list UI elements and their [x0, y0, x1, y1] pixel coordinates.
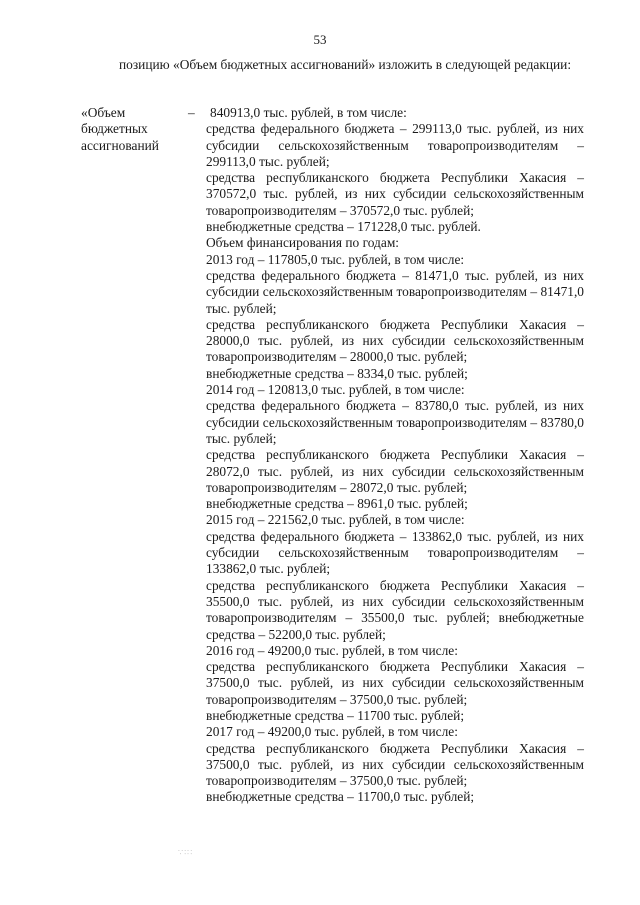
paragraph: 2013 год – 117805,0 тыс. рублей, в том числе: — [206, 251, 465, 267]
paragraph: средства республиканского бюджета Республики Хакасия – 35500,0 тыс. рублей, из них субсидии сельскохозяйственным товаропроизводителям – 35500,0 тыс. рублей; внебюджетные средства – 52200,0 тыс. рублей; — [206, 577, 584, 642]
paragraph: внебюджетные средства – 11700,0 тыс. рублей; — [206, 789, 475, 805]
paragraph: средства республиканского бюджета Республики Хакасия – 28072,0 тыс. рублей, из них субсидии сельскохозяйственным товаропроизводителям – 28072,0 тыс. рублей; — [206, 447, 584, 495]
paragraph: средства республиканского бюджета Республики Хакасия – 370572,0 тыс. рублей, из них субсидии сельскохозяйственным товаропроизводителям – 370572,0 тыс. рублей; — [206, 170, 584, 218]
paragraph: внебюджетные средства – 8334,0 тыс. рублей; — [206, 365, 468, 381]
faint-stamp-mark: ∵∶∷ — [178, 848, 194, 857]
paragraph: средства федерального бюджета – 299113,0 тыс. рублей, из них субсидии сельскохозяйственным товаропроизводителям – 299113,0 тыс. рублей; — [206, 121, 584, 169]
paragraph: 2016 год – 49200,0 тыс. рублей, в том числе: — [206, 642, 458, 658]
paragraph: внебюджетные средства – 8961,0 тыс. рублей; — [206, 496, 468, 512]
paragraph: средства республиканского бюджета Республики Хакасия – 37500,0 тыс. рублей, из них субсидии сельскохозяйственным товаропроизводителям – 37500,0 тыс. рублей; — [206, 659, 584, 707]
paragraph: средства республиканского бюджета Республики Хакасия – 37500,0 тыс. рублей, из них субсидии сельскохозяйственным товаропроизводителям – 37500,0 тыс. рублей; — [206, 740, 584, 789]
label-dash: – — [188, 105, 195, 120]
intro-paragraph: позицию «Объем бюджетных ассигнований» изложить в следующей редакции: — [119, 57, 572, 72]
paragraph: средства федерального бюджета – 81471,0 тыс. рублей, из них субсидии сельскохозяйственным товаропроизводителям – 81471,0 тыс. рублей; — [206, 267, 584, 316]
paragraph: 2015 год – 221562,0 тыс. рублей, в том числе: — [206, 512, 465, 528]
funding-body — [206, 105, 584, 806]
paragraph: Объем финансирования по годам: — [206, 235, 400, 251]
paragraph: 2014 год – 120813,0 тыс. рублей, в том числе: — [206, 382, 465, 398]
paragraph: внебюджетные средства – 11700 тыс. рублей; — [206, 707, 465, 723]
paragraph: 840913,0 тыс. рублей, в том числе: — [210, 105, 407, 120]
paragraph: средства федерального бюджета – 133862,0 тыс. рублей, из них субсидии сельскохозяйственным товаропроизводителям – 133862,0 тыс. рублей; — [206, 528, 584, 577]
page-number: 53 — [313, 32, 327, 47]
paragraph: средства республиканского бюджета Республики Хакасия – 28000,0 тыс. рублей, из них субсидии сельскохозяйственным товаропроизводителям – 28000,0 тыс. рублей; — [206, 316, 584, 365]
section-label: «Объем бюджетных ассигнований — [81, 105, 159, 153]
paragraph: средства федерального бюджета – 83780,0 тыс. рублей, из них субсидии сельскохозяйственным товаропроизводителям – 83780,0 тыс. рублей; — [206, 398, 584, 446]
paragraph: внебюджетные средства – 171228,0 тыс. рублей. — [206, 219, 481, 235]
paragraph: 2017 год – 49200,0 тыс. рублей, в том числе: — [206, 724, 458, 740]
